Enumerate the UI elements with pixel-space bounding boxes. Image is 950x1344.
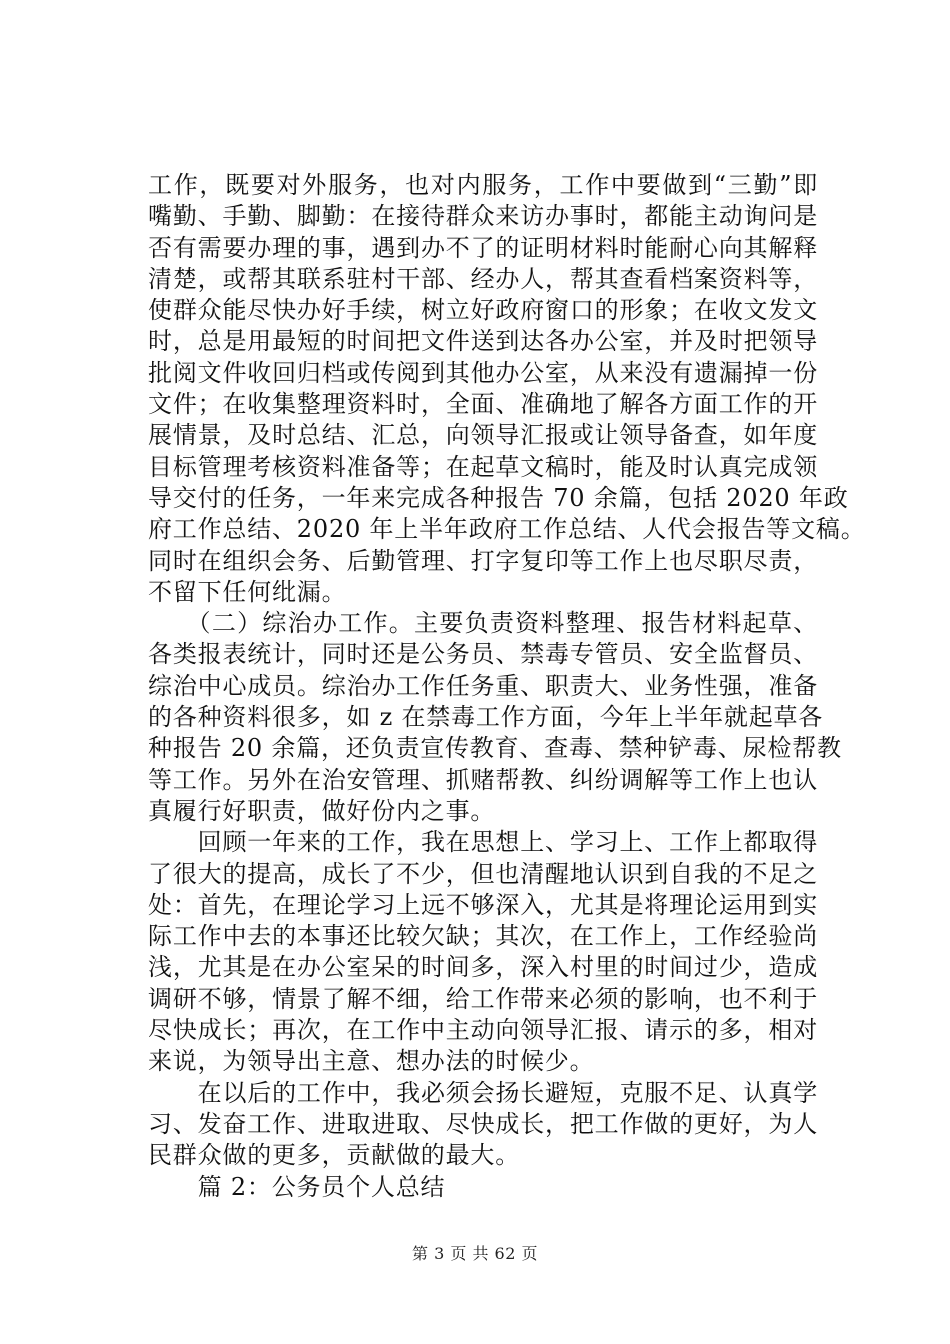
text-line: 各类报表统计，同时还是公务员、禁毒专管员、安全监督员、 — [148, 640, 818, 669]
text-line: 种报告 20 余篇，还负责宣传教育、查毒、禁种铲毒、尿检帮教 — [148, 734, 842, 763]
text-line: 工作，既要对外服务，也对内服务，工作中要做到“三勤”即 — [148, 171, 818, 199]
text-line: 导交付的任务，一年来完成各种报告 70 余篇，包括 2020 年政 — [148, 483, 849, 512]
text-line: 不留下任何纰漏。 — [148, 577, 347, 606]
text-line: 处：首先，在理论学习上远不够深入，尤其是将理论运用到实 — [148, 890, 818, 919]
text-line: 同时在组织会务、后勤管理、打字复印等工作上也尽职尽责， — [148, 546, 818, 575]
text-line: 习、发奋工作、进取进取、尽快成长，把工作做的更好，为人 — [148, 1109, 818, 1138]
document-body — [148, 170, 866, 1203]
text-line: 民群众做的更多，贡献做的最大。 — [148, 1141, 520, 1170]
text-line: 调研不够，情景了解不细，给工作带来必须的影响，也不利于 — [148, 984, 818, 1013]
text-line: 在以后的工作中，我必须会扬长避短，克服不足、认真学 — [148, 1078, 818, 1107]
text-line: 来说，为领导出主意、想办法的时候少。 — [148, 1047, 595, 1076]
text-line: 府工作总结、2020 年上半年政府工作总结、人代会报告等文稿。 — [148, 515, 866, 544]
text-line: （二）综治办工作。主要负责资料整理、报告材料起草、 — [148, 609, 818, 638]
page-number-footer: 第 3 页 共 62 页 — [412, 1244, 538, 1263]
text-line: 际工作中去的本事还比较欠缺；其次，在工作上，工作经验尚 — [148, 922, 818, 951]
text-line: 真履行好职责，做好份内之事。 — [148, 796, 496, 825]
text-line: 嘴勤、手勤、脚勤：在接待群众来访办事时，都能主动询问是 — [148, 202, 818, 231]
text-line: 回顾一年来的工作，我在思想上、学习上、工作上都取得 — [148, 828, 818, 857]
text-line: 使群众能尽快办好手续，树立好政府窗口的形象；在收文发文 — [148, 296, 818, 325]
text-line: 篇 2：公务员个人总结 — [148, 1172, 446, 1201]
text-line: 等工作。另外在治安管理、抓赌帮教、纠纷调解等工作上也认 — [148, 765, 818, 794]
text-line: 否有需要办理的事，遇到办不了的证明材料时能耐心向其解释 — [148, 233, 818, 262]
text-line: 清楚，或帮其联系驻村干部、经办人，帮其查看档案资料等， — [148, 264, 818, 293]
text-line: 批阅文件收回归档或传阅到其他办公室，从来没有遗漏掉一份 — [148, 358, 818, 387]
text-line: 综治中心成员。综治办工作任务重、职责大、业务性强，准备 — [148, 671, 818, 700]
text-line: 文件；在收集整理资料时，全面、准确地了解各方面工作的开 — [148, 390, 818, 419]
text-line: 的各种资料很多，如 z 在禁毒工作方面，今年上半年就起草各 — [148, 703, 824, 732]
text-line: 时，总是用最短的时间把文件送到达各办公室，并及时把领导 — [148, 327, 818, 356]
text-line: 了很大的提高，成长了不少，但也清醒地认识到自我的不足之 — [148, 859, 818, 888]
text-line: 浅，尤其是在办公室呆的时间多，深入村里的时间过少，造成 — [148, 953, 818, 982]
text-line: 展情景，及时总结、汇总，向领导汇报或让领导备查，如年度 — [148, 421, 818, 450]
text-line: 目标管理考核资料准备等；在起草文稿时，能及时认真完成领 — [148, 452, 818, 481]
text-line: 尽快成长；再次，在工作中主动向领导汇报、请示的多，相对 — [148, 1016, 818, 1045]
